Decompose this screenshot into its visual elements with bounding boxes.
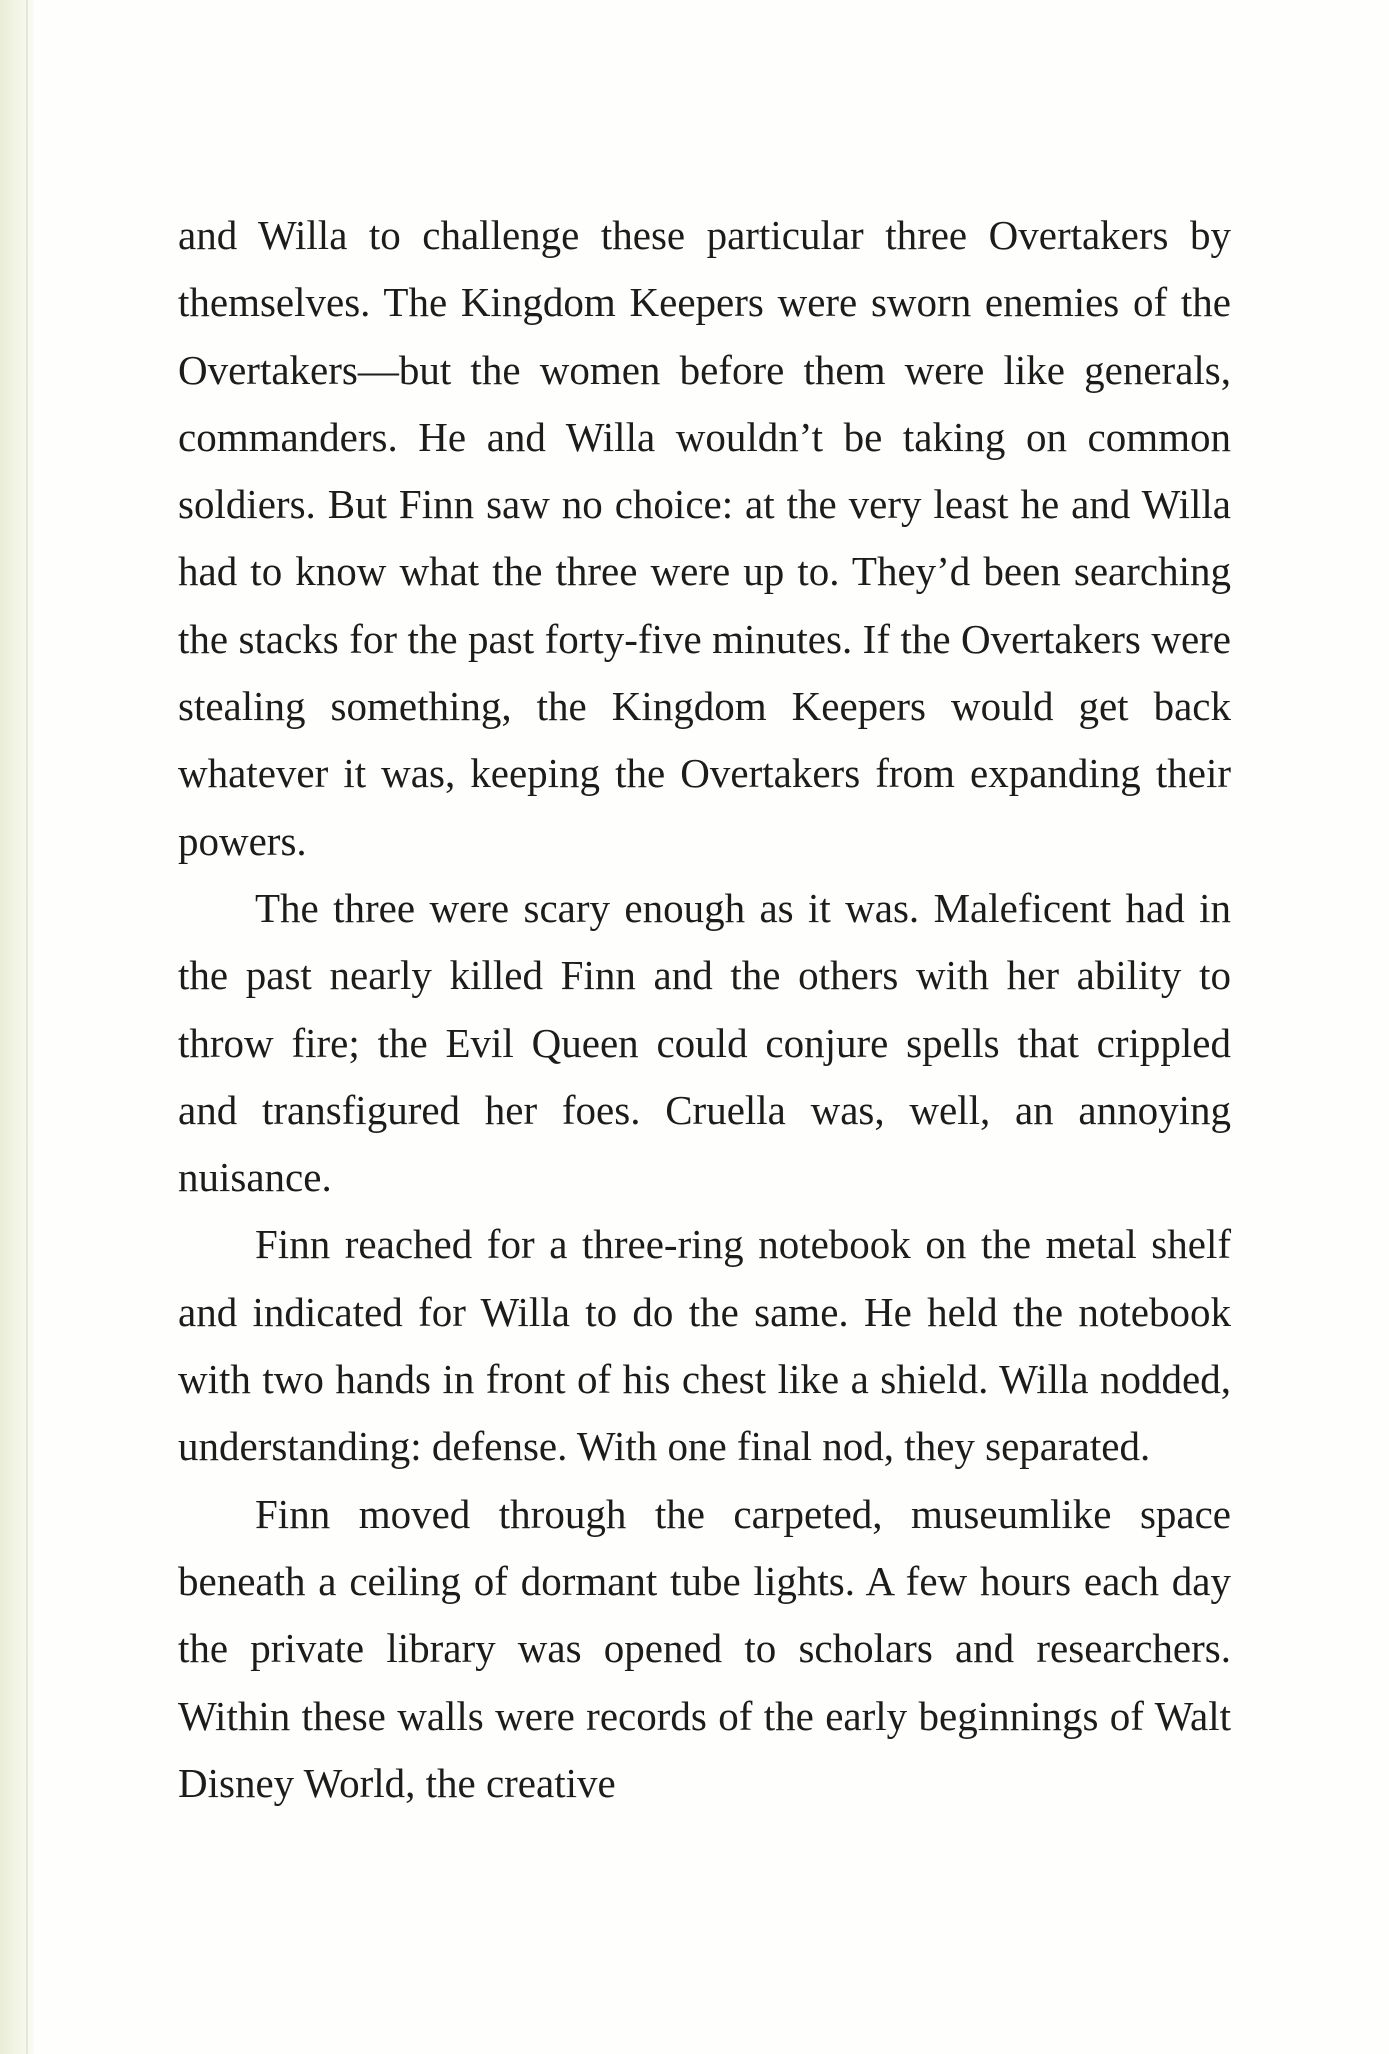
paragraph: Finn reached for a three-ring notebook on the metal shelf and indicated for Willa to do the same. He held the notebook with two hands in front of his chest like a shield. Willa nodded, understanding: defense. With one final nod, they separated. — [178, 1221, 1231, 1470]
paragraph: Finn moved through the carpeted, museumlike space beneath a ceiling of dormant tube lights. A few hours each day the private library was opened to scholars and researchers. Within these walls were records of the early beginnings of Walt Disney World, the creative — [178, 1490, 1231, 1806]
body-text — [178, 202, 1231, 1817]
paragraph: The three were scary enough as it was. Maleficent had in the past nearly killed Finn and the others with her ability to throw fire; the Evil Queen could conjure spells that crippled and transfigured her foes. Cruella was, well, an annoying nuisance. — [178, 884, 1231, 1201]
page-binding-edge — [0, 0, 34, 2054]
paragraph-continued: and Willa to challenge these particular three Overtakers by themselves. The Kingdom Keepers were sworn enemies of the Overtakers—but the women before them were like generals, commanders. He and Willa wouldn’t be taking on common soldiers. But Finn saw no choice: at the very least he and Willa had to know what the three were up to. They’d been searching the stacks for the past forty-five minutes. If the Overtakers were stealing something, the Kingdom Keepers would get back whatever it was, keeping the Overtakers from expanding their powers. — [178, 212, 1231, 864]
page-binding-line — [26, 0, 28, 2054]
